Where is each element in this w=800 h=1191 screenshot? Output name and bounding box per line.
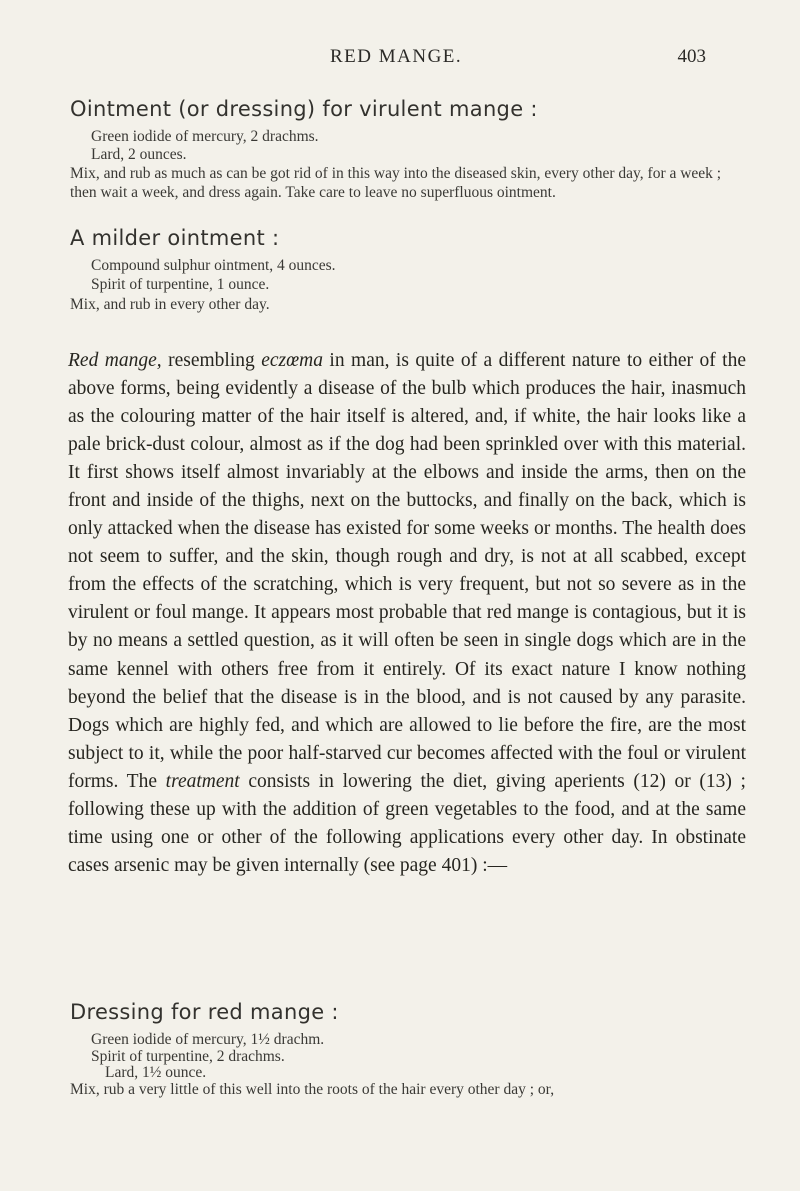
treatment-term: treatment — [165, 770, 240, 792]
running-head: RED MANGE. — [330, 46, 463, 67]
paragraph-text: resembling — [161, 350, 262, 371]
ingredient-line: Spirit of turpentine, 2 drachms. — [91, 1048, 285, 1065]
body-paragraph — [68, 347, 746, 880]
page-number: 403 — [677, 46, 706, 67]
dressing-instructions: Mix, rub a very little of this well into the roots of the hair every other day ; or, — [70, 1081, 555, 1098]
ingredient-line: Green iodide of mercury, 1½ drachm. — [91, 1031, 325, 1048]
ingredient-line: Compound sulphur ointment, 4 ounces. — [91, 257, 336, 274]
ingredient-line: Green iodide of mercury, 2 drachms. — [91, 128, 319, 145]
red-mange-term: Red mange, — [68, 350, 162, 371]
ingredient-line: Lard, 2 ounces. — [91, 146, 187, 163]
ingredient-line: Spirit of turpentine, 1 ounce. — [91, 276, 270, 293]
milder-ointment-heading: A milder ointment : — [70, 226, 280, 250]
eczema-term: eczœma — [261, 350, 323, 371]
dressing-heading: Dressing for red mange : — [70, 1000, 339, 1024]
ointment-instructions: Mix, and rub as much as can be got rid of in this way into the diseased skin, every other day, for a week ; then wait a week, and dress again. Take care to leave no superfluous ointment. — [70, 165, 722, 201]
page-header — [0, 46, 800, 76]
ointment-heading: Ointment (or dressing) for virulent mange : — [70, 97, 538, 121]
milder-instructions: Mix, and rub in every other day. — [70, 296, 270, 313]
ingredient-line: Lard, 1½ ounce. — [105, 1064, 207, 1081]
paragraph-text: consists in lowering the diet, giving aperients (12) or (13) ; following these up with the addition of green vegetables to the food, and at the same time using one or other of the following applications every other day. In obstinate cases arsenic may be given internally (see page 401) :— — [68, 770, 746, 876]
paragraph-text: in man, is quite of a different nature to either of the above forms, being evidently a disease of the bulb which produces the hair, inasmuch as the colouring matter of the hair itself is altered, and, if white, the hair looks like a pale brick-dust colour, almost as if the dog had been sprinkled over with this material. It first shows itself almost invariably at the elbows and inside the arms, then on the front and inside of the thighs, next on the buttocks, and finally on the back, which is only attacked when the disease has existed for some weeks or months. The health does not seem to suffer, and the skin, though rough and dry, is not at all scabbed, except from the effects of the scratching, which is very frequent, but not so severe as in the virulent or foul mange. It appears most probable that red mange is contagious, but it is by no means a settled question, as it will often be seen in single dogs which are in the same kennel with others free from it entirely. Of its exact nature I know nothing beyond the belief that the disease is in the blood, and is not caused by any parasite. Dogs which are highly fed, and which are allowed to lie before the fire, are the most subject to it, while the poor half-starved cur becomes affected with the foul or virulent forms. The — [68, 350, 746, 792]
